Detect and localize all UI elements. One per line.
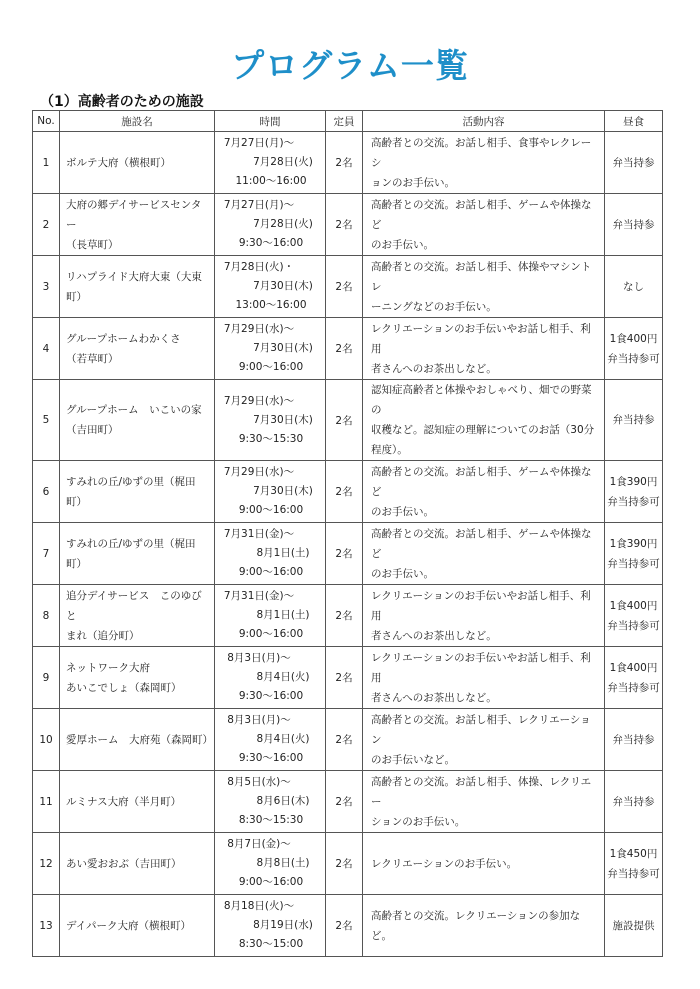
lunch-line: 1食450円 [609, 847, 658, 860]
lunch-info [605, 380, 663, 461]
activity-line: のお手伝い。 [371, 567, 434, 580]
time-line: 9:30～16:00 [238, 690, 304, 702]
activity-line: 高齢者との交流。お話し相手、レクリエーション [371, 713, 591, 746]
activity-line: 認知症高齢者と体操やおしゃべり、畑での野菜の [371, 384, 592, 416]
activity-description [363, 833, 605, 895]
lunch-line: 1食390円 [609, 537, 658, 550]
activity-description [363, 709, 605, 771]
capacity: 2名 [326, 833, 363, 895]
lunch-line: 1食390円 [609, 475, 658, 488]
activity-description [363, 194, 605, 256]
row-number: 3 [33, 256, 60, 318]
table-body [33, 132, 663, 957]
table-header-row [33, 111, 663, 132]
table-row [33, 461, 663, 523]
row-number: 1 [33, 132, 60, 194]
lunch-line: なし [623, 280, 644, 293]
lunch-line: 弁当持参 [612, 218, 655, 231]
time-line: 7月28日(火) [253, 218, 313, 230]
activity-line: のお手伝い。 [371, 505, 434, 518]
time-cell [215, 833, 326, 895]
time-line: 8月18日(火)～ [223, 900, 295, 912]
time-cell [215, 318, 326, 380]
row-number: 12 [33, 833, 60, 895]
table-row [33, 380, 663, 461]
facility-name [60, 380, 215, 461]
activity-description [363, 523, 605, 585]
row-number: 5 [33, 380, 60, 461]
time-line: 11:00～16:00 [235, 175, 307, 187]
capacity: 2名 [326, 709, 363, 771]
header-capacity: 定員 [326, 111, 363, 132]
time-cell [215, 256, 326, 318]
activity-line: 高齢者との交流。お話し相手、ゲームや体操など [371, 465, 592, 498]
lunch-info [605, 833, 663, 895]
time-line: 7月30日(木) [253, 280, 313, 292]
time-line: 8:30～15:00 [238, 938, 304, 950]
activity-line: 者さんへのお茶出しなど。 [371, 691, 497, 704]
lunch-line: 1食400円 [609, 599, 658, 612]
activity-line: ーニングなどのお手伝い。 [371, 300, 497, 313]
time-cell [215, 771, 326, 833]
time-line: 8月7日(金)～ [227, 838, 291, 850]
facility-name [60, 585, 215, 647]
facility-name-line: すみれの丘/ゆずの里（梶田町） [66, 475, 196, 508]
facility-name-line: 追分デイサービス このゆびと [66, 589, 202, 622]
table-row [33, 132, 663, 194]
time-line: 7月28日(火) [253, 156, 313, 168]
lunch-line: 施設提供 [612, 919, 655, 932]
row-number: 8 [33, 585, 60, 647]
activity-line: 者さんへのお茶出しなど。 [371, 362, 497, 375]
lunch-info [605, 461, 663, 523]
row-number: 11 [33, 771, 60, 833]
activity-line: 程度）。 [371, 444, 408, 456]
facility-name-line: ルミナス大府（半月町） [66, 795, 182, 808]
facility-name [60, 132, 215, 194]
time-line: 7月30日(木) [253, 485, 313, 497]
table-row [33, 709, 663, 771]
header-facility: 施設名 [60, 111, 215, 132]
facility-name-line: ネットワーク大府 [66, 661, 150, 674]
time-line: 7月31日(金)～ [223, 528, 295, 540]
facility-name [60, 256, 215, 318]
facility-name-line: デイパーク大府（横根町） [66, 919, 192, 932]
facility-name [60, 523, 215, 585]
time-line: 9:00～16:00 [238, 876, 304, 888]
facility-name [60, 771, 215, 833]
time-line: 8月5日(水)～ [227, 776, 291, 788]
header-lunch: 昼食 [605, 111, 663, 132]
time-line: 9:30～16:00 [238, 752, 304, 764]
activity-line: ョンのお手伝い。 [371, 176, 455, 189]
capacity: 2名 [326, 647, 363, 709]
facility-name [60, 647, 215, 709]
facility-name-line: （長草町） [66, 238, 119, 251]
lunch-info [605, 895, 663, 957]
page-title: プログラム一覧 [231, 46, 469, 85]
activity-line: レクリエーションのお手伝いやお話し相手、利用 [371, 322, 591, 355]
table-row [33, 318, 663, 380]
activity-line: 高齢者との交流。お話し相手、食事やレクレーシ [371, 136, 592, 169]
time-line: 7月29日(水)～ [223, 466, 295, 478]
table-row [33, 833, 663, 895]
time-cell [215, 647, 326, 709]
time-line: 9:30～15:30 [238, 432, 304, 445]
time-line: 9:00～16:00 [238, 361, 304, 373]
row-number: 10 [33, 709, 60, 771]
activity-description [363, 318, 605, 380]
time-line: 7月27日(月)～ [223, 199, 295, 211]
activity-line: 収穫など。認知症の理解についてのお話（30分 [371, 424, 595, 436]
capacity: 2名 [326, 132, 363, 194]
time-line: 8月3日(月)～ [227, 714, 291, 726]
time-cell [215, 461, 326, 523]
table-row [33, 771, 663, 833]
time-line: 8月3日(月)～ [227, 652, 291, 664]
time-line: 8月4日(火) [256, 671, 310, 683]
facility-name-line: 愛厚ホーム 大府苑（森岡町） [66, 733, 213, 746]
facility-name [60, 194, 215, 256]
program-table [32, 110, 663, 957]
section-heading: （1）高齢者のための施設 [40, 94, 204, 110]
activity-line: 高齢者との交流。お話し相手、ゲームや体操など [371, 198, 592, 231]
header-activity: 活動内容 [363, 111, 605, 132]
time-line: 8月1日(土) [256, 547, 310, 559]
facility-name-line: リハプライド大府大東（大東町） [66, 270, 202, 303]
time-line: 9:00～16:00 [238, 628, 304, 640]
table-row [33, 523, 663, 585]
facility-name-line: ボルテ大府（横根町） [66, 156, 171, 169]
lunch-info [605, 318, 663, 380]
activity-line: 高齢者との交流。お話し相手、体操やマシントレ [371, 260, 592, 293]
lunch-line: 弁当持参 [612, 795, 655, 808]
time-line: 9:30～16:00 [238, 237, 304, 249]
time-line: 9:00～16:00 [238, 504, 304, 516]
activity-description [363, 256, 605, 318]
time-line: 8月8日(土) [256, 857, 310, 869]
activity-line: 高齢者との交流。お話し相手、体操、レクリエー [371, 775, 592, 808]
lunch-info [605, 132, 663, 194]
time-cell [215, 523, 326, 585]
activity-line: レクリエーションのお手伝いやお話し相手、利用 [371, 651, 591, 684]
row-number: 2 [33, 194, 60, 256]
facility-name [60, 461, 215, 523]
lunch-info [605, 709, 663, 771]
activity-description [363, 585, 605, 647]
time-line: 9:00～16:00 [238, 566, 304, 578]
capacity: 2名 [326, 380, 363, 461]
time-line: 8月1日(土) [256, 609, 310, 621]
time-line: 7月28日(火)・ [223, 261, 295, 273]
lunch-line: 1食400円 [609, 332, 658, 345]
lunch-info [605, 771, 663, 833]
facility-name-line: （若草町） [66, 352, 119, 365]
lunch-line: 弁当持参可 [607, 557, 660, 570]
time-cell [215, 380, 326, 461]
activity-line: 高齢者との交流。レクリエーションの参加など。 [371, 909, 581, 942]
lunch-line: 弁当持参可 [607, 352, 660, 365]
facility-name-line: あいこでしょ（森岡町） [66, 681, 182, 694]
time-line: 7月27日(月)～ [223, 137, 295, 149]
time-line: 8月4日(火) [256, 733, 310, 745]
activity-line: レクリエーションのお手伝い。 [371, 857, 518, 870]
activity-description [363, 771, 605, 833]
table-row [33, 194, 663, 256]
activity-line: 高齢者との交流。お話し相手、ゲームや体操など [371, 527, 592, 560]
capacity: 2名 [326, 585, 363, 647]
time-line: 7月30日(木) [253, 342, 313, 354]
facility-name [60, 709, 215, 771]
lunch-info [605, 194, 663, 256]
facility-name-line: （吉田町） [66, 424, 119, 436]
lunch-line: 弁当持参可 [607, 867, 660, 880]
activity-line: のお手伝いなど。 [371, 753, 455, 766]
row-number: 13 [33, 895, 60, 957]
time-line: 13:00～16:00 [235, 299, 307, 311]
activity-line: レクリエーションのお手伝いやお話し相手、利用 [371, 589, 591, 622]
facility-name-line: グループホーム いこいの家 [66, 404, 202, 416]
table-row [33, 585, 663, 647]
row-number: 9 [33, 647, 60, 709]
activity-line: ションのお手伝い。 [371, 815, 466, 828]
table-row [33, 895, 663, 957]
time-line: 8月19日(水) [253, 919, 313, 931]
capacity: 2名 [326, 461, 363, 523]
activity-description [363, 461, 605, 523]
time-line: 8月6日(木) [256, 795, 310, 807]
lunch-line: 弁当持参 [612, 733, 655, 746]
facility-name [60, 833, 215, 895]
facility-name-line: すみれの丘/ゆずの里（梶田町） [66, 537, 196, 570]
capacity: 2名 [326, 771, 363, 833]
activity-description [363, 647, 605, 709]
lunch-line: 弁当持参可 [607, 681, 660, 694]
header-no: No. [33, 111, 60, 132]
table-row [33, 647, 663, 709]
time-cell [215, 709, 326, 771]
activity-description [363, 380, 605, 461]
time-cell [215, 194, 326, 256]
time-line: 7月29日(水)～ [223, 394, 295, 407]
capacity: 2名 [326, 895, 363, 957]
lunch-info [605, 585, 663, 647]
activity-line: のお手伝い。 [371, 238, 434, 251]
capacity: 2名 [326, 523, 363, 585]
row-number: 4 [33, 318, 60, 380]
lunch-info [605, 523, 663, 585]
time-cell [215, 585, 326, 647]
time-line: 7月29日(水)～ [223, 323, 295, 335]
lunch-info [605, 647, 663, 709]
capacity: 2名 [326, 194, 363, 256]
capacity: 2名 [326, 256, 363, 318]
time-cell [215, 895, 326, 957]
lunch-line: 1食400円 [609, 661, 658, 674]
facility-name-line: 大府の郷デイサービスセンター [66, 198, 202, 231]
lunch-line: 弁当持参 [612, 156, 655, 169]
capacity: 2名 [326, 318, 363, 380]
row-number: 7 [33, 523, 60, 585]
activity-description [363, 132, 605, 194]
row-number: 6 [33, 461, 60, 523]
facility-name [60, 318, 215, 380]
facility-name-line: グループホームわかくさ [66, 332, 181, 345]
lunch-line: 弁当持参可 [607, 619, 660, 632]
facility-name-line: あい愛おおぶ（吉田町） [66, 857, 182, 870]
facility-name [60, 895, 215, 957]
header-time: 時間 [215, 111, 326, 132]
facility-name-line: まれ（追分町） [66, 629, 140, 642]
lunch-line: 弁当持参 [612, 414, 655, 426]
lunch-info [605, 256, 663, 318]
time-line: 7月30日(木) [253, 413, 313, 426]
lunch-line: 弁当持参可 [607, 495, 660, 508]
activity-line: 者さんへのお茶出しなど。 [371, 629, 497, 642]
activity-description [363, 895, 605, 957]
time-line: 7月31日(金)～ [223, 590, 295, 602]
table-row [33, 256, 663, 318]
time-cell [215, 132, 326, 194]
time-line: 8:30～15:30 [238, 814, 304, 826]
